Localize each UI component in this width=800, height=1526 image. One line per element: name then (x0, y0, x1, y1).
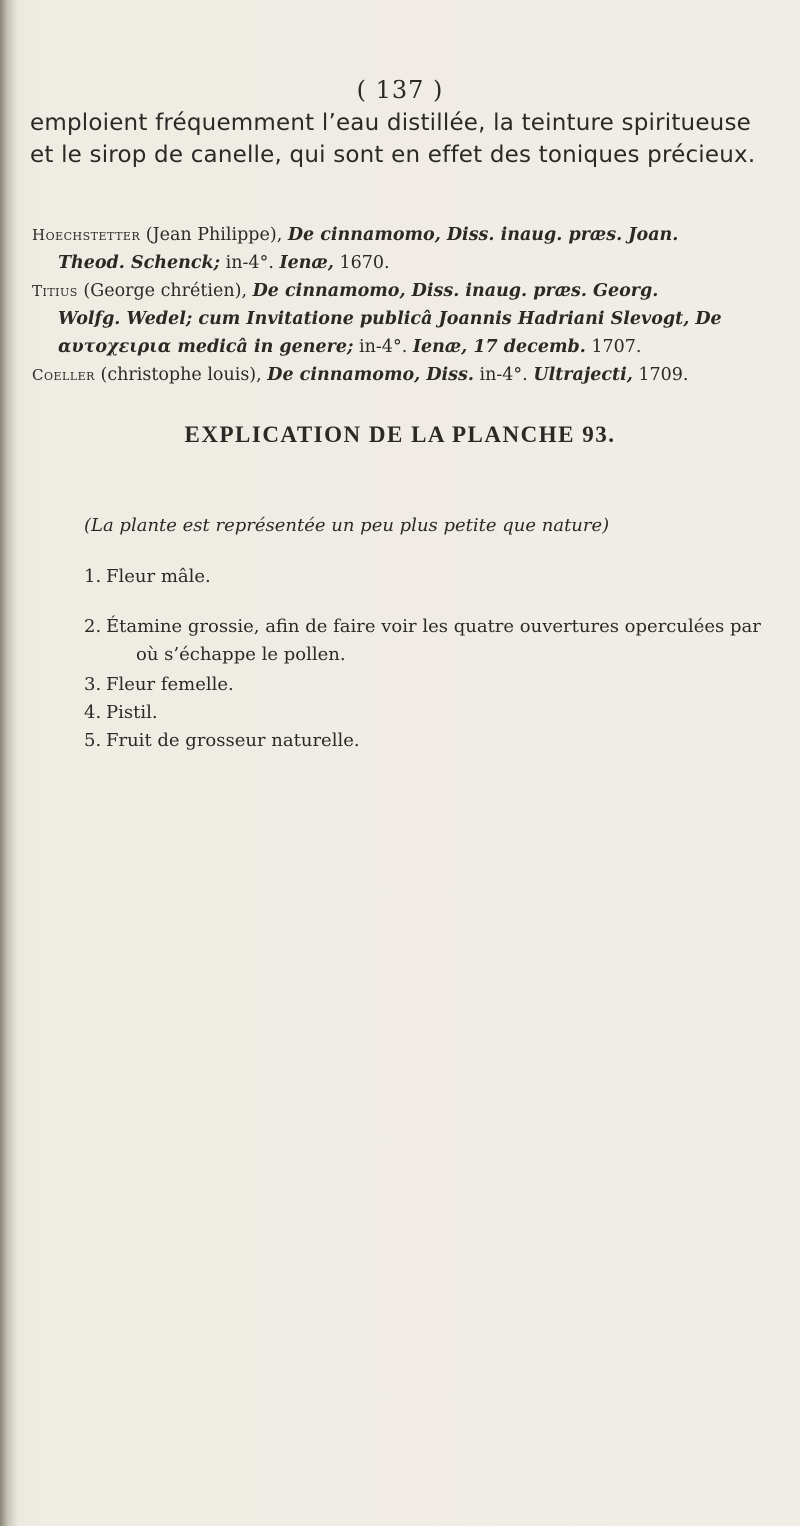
list-item-2-continuation: où s’échappe le pollen. (136, 644, 346, 665)
list-item-1: 1. Fleur mâle. (84, 566, 211, 587)
bib-entry-2-line-2: Wolfg. Wedel; cum Invitatione publicâ Joannis Hadriani Slevogt, De (58, 309, 722, 329)
bib-author: Hoechstetter (32, 226, 141, 244)
list-item-4: 4. Pistil. (84, 702, 158, 723)
plate-subtitle: (La plante est représentée un peu plus petite que nature) (84, 515, 610, 536)
bib-author: Titius (32, 282, 78, 300)
bib-entry-3-line-1: Coeller (christophe louis), De cinnamomo, Diss. in-4°. Ultrajecti, 1709. (32, 365, 689, 385)
bib-entry-1-line-2: Theod. Schenck; in-4°. Ienæ, 1670. (58, 253, 390, 273)
bib-entry-2-line-1: Titius (George chrétien), De cinnamomo, Diss. inaug. præs. Georg. (32, 281, 659, 301)
bib-author: Coeller (32, 366, 95, 384)
intro-line-2: et le sirop de canelle, qui sont en effet des toniques précieux. (30, 142, 756, 168)
list-item-5: 5. Fruit de grosseur naturelle. (84, 730, 360, 751)
list-item-2: 2. Étamine grossie, afin de faire voir les quatre ouvertures operculées par (84, 616, 761, 637)
list-item-3: 3. Fleur femelle. (84, 674, 234, 695)
page-number: ( 137 ) (356, 76, 444, 104)
bib-entry-1-line-1: Hoechstetter (Jean Philippe), De cinnamomo, Diss. inaug. præs. Joan. (32, 225, 679, 245)
plate-heading: EXPLICATION DE LA PLANCHE 93. (184, 422, 616, 447)
bib-entry-2-line-3: αυτοχειρια medicâ in genere; in-4°. Ienæ, 17 decemb. 1707. (58, 337, 642, 357)
intro-line-1: emploient fréquemment l’eau distillée, la teinture spiritueuse (30, 110, 751, 136)
